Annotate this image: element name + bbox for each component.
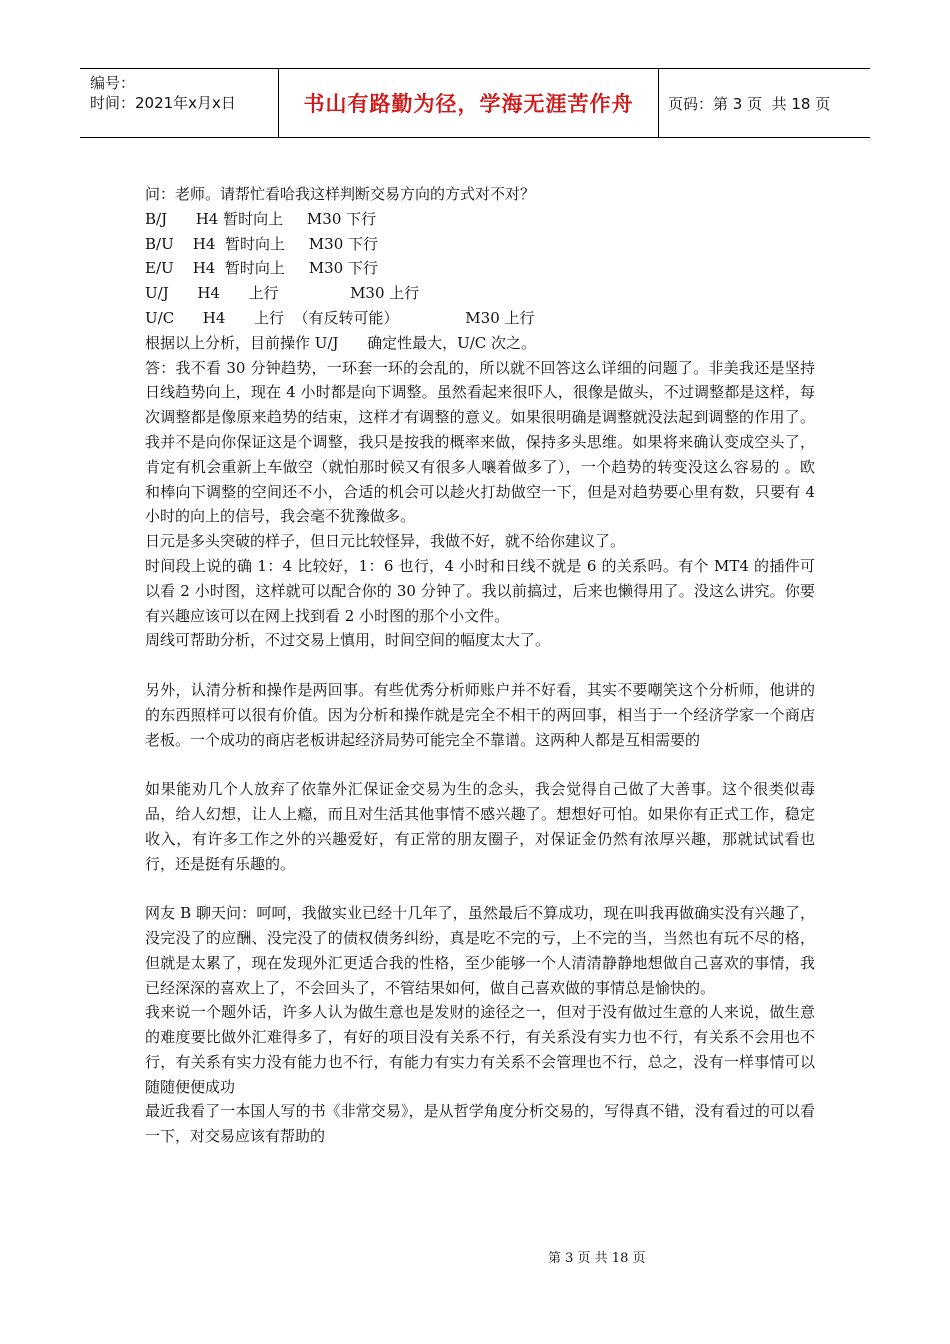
header-meta bbox=[90, 73, 280, 113]
netizen-b-paragraph: 网友 B 聊天问：呵呵，我做实业已经十几年了，虽然最后不算成功，现在叫我再做确实没有兴趣了，没完没了的应酬、没完没了的债权债务纠纷，真是吃不完的亏，上不完的当，当然也有玩不尽的格，但就是太累了，现在发现外汇更适合我的性格，至少能够一个人清清静静地想做自己喜欢的事情，我已经深深的喜欢上了，不会回头了，不管结果如何，做自己喜欢做的事情总是愉快的。 bbox=[145, 904, 815, 997]
page-header bbox=[80, 68, 870, 138]
forex-warning-paragraph: 如果能劝几个人放弃了依靠外汇保证金交易为生的念头，我会觉得自己做了大善事。这个很类似毒品，给人幻想，让人上瘾，而且对生活其他事情不感兴趣了。想想好可怕。如果你有正式工作，稳定收入，有许多工作之外的兴趣爱好，有正常的朋友圈子，对保证金仍然有浓厚兴趣，那就试试看也行，还是挺有乐趣的。 bbox=[145, 780, 815, 873]
analysis-line-bj: B/J H4 暂时向上 M30 下行 bbox=[145, 209, 377, 228]
book-recommendation-paragraph: 最近我看了一本国人写的书《非常交易》，是从哲学角度分析交易的，写得真不错，没有看过的可以看一下，对交易应该有帮助的 bbox=[145, 1102, 815, 1146]
page-footer: 第 3 页 共 18 页 bbox=[548, 1251, 646, 1266]
analysis-line-uc: U/C H4 上行 （有反转可能） M30 上行 bbox=[145, 308, 535, 327]
blank-line bbox=[145, 653, 815, 678]
header-motto: 书山有路勤为径，学海无涯苦作舟 bbox=[303, 92, 634, 116]
analysis-line-uj: U/J H4 上行 M30 上行 bbox=[145, 284, 420, 303]
business-digression-paragraph: 我来说一个题外话，许多人认为做生意也是发财的途径之一，但对于没有做过生意的人来说，做生意的难度要比做外汇难得多了，有好的项目没有关系不行，有关系没有实力也不行，有关系不会用也不行，有关系有实力没有能力也不行，有能力有实力有关系不会管理也不行，总之，没有一样事情可以随随便便成功 bbox=[145, 1003, 815, 1096]
question-line: 问：老师。请帮忙看哈我这样判断交易方向的方式对不对？ bbox=[145, 185, 536, 203]
document-number-label: 编号： bbox=[90, 74, 136, 92]
document-body bbox=[145, 182, 815, 1149]
document-date: 时间：2021年x月x日 bbox=[90, 94, 236, 112]
header-page-info: 页码：第 3 页 共 18 页 bbox=[668, 94, 831, 113]
blank-line bbox=[145, 876, 815, 901]
blank-line bbox=[145, 752, 815, 777]
weekly-paragraph: 周线可帮助分析，不过交易上慎用，时间空间的幅度太大了。 bbox=[145, 631, 551, 650]
analysis-line-eu: E/U H4 暂时向上 M30 下行 bbox=[145, 259, 378, 278]
yen-paragraph: 日元是多头突破的样子，但日元比较怪异，我做不好，就不给你建议了。 bbox=[145, 532, 626, 551]
timeframe-paragraph: 时间段上说的确 1：4 比较好，1：6 也行，4 小时和日线不就是 6 的关系吗。有个 MT4 的插件可以看 2 小时图，这样就可以配合你的 30 分钟了。我以前搞过，后来也懒得用了。没这么讲究。你要有兴趣应该可以在网上找到看 2 小时图的那个小文件。 bbox=[145, 556, 815, 625]
analysis-conclusion: 根据以上分析，目前操作 U/J 确定性最大，U/C 次之。 bbox=[145, 333, 537, 352]
answer-paragraph: 答：我不看 30 分钟趋势，一环套一环的会乱的，所以就不回答这么详细的问题了。非美我还是坚持日线趋势向上，现在 4 小时都是向下调整。虽然看起来很吓人，很像是做头，不过调整都是这样，每次调整都是像原来趋势的结束，这样才有调整的意义。如果很明确是调整就没法起到调整的作用了。我并不是向你保证这是个调整，我只是按我的概率来做，保持多头思维。如果将来确认变成空头了，肯定有机会重新上车做空（就怕那时候又有很多人嚷着做多了），一个趋势的转变没这么容易的 。欧和棒向下调整的空间还不小，合适的机会可以趁火打劫做空一下，但是对趋势要心里有数，只要有 4 小时的向上的信号，我会毫不犹豫做多。 bbox=[145, 358, 815, 526]
header-divider-right bbox=[658, 69, 659, 137]
analysis-line-bu: B/U H4 暂时向上 M30 下行 bbox=[145, 234, 379, 253]
analysis-vs-operation-paragraph: 另外，认清分析和操作是两回事。有些优秀分析师账户并不好看，其实不要嘲笑这个分析师，他讲的的东西照样可以很有价值。因为分析和操作就是完全不相干的两回事，相当于一个经济学家一个商店老板。一个成功的商店老板讲起经济局势可能完全不靠谱。这两种人都是互相需要的 bbox=[145, 680, 815, 749]
